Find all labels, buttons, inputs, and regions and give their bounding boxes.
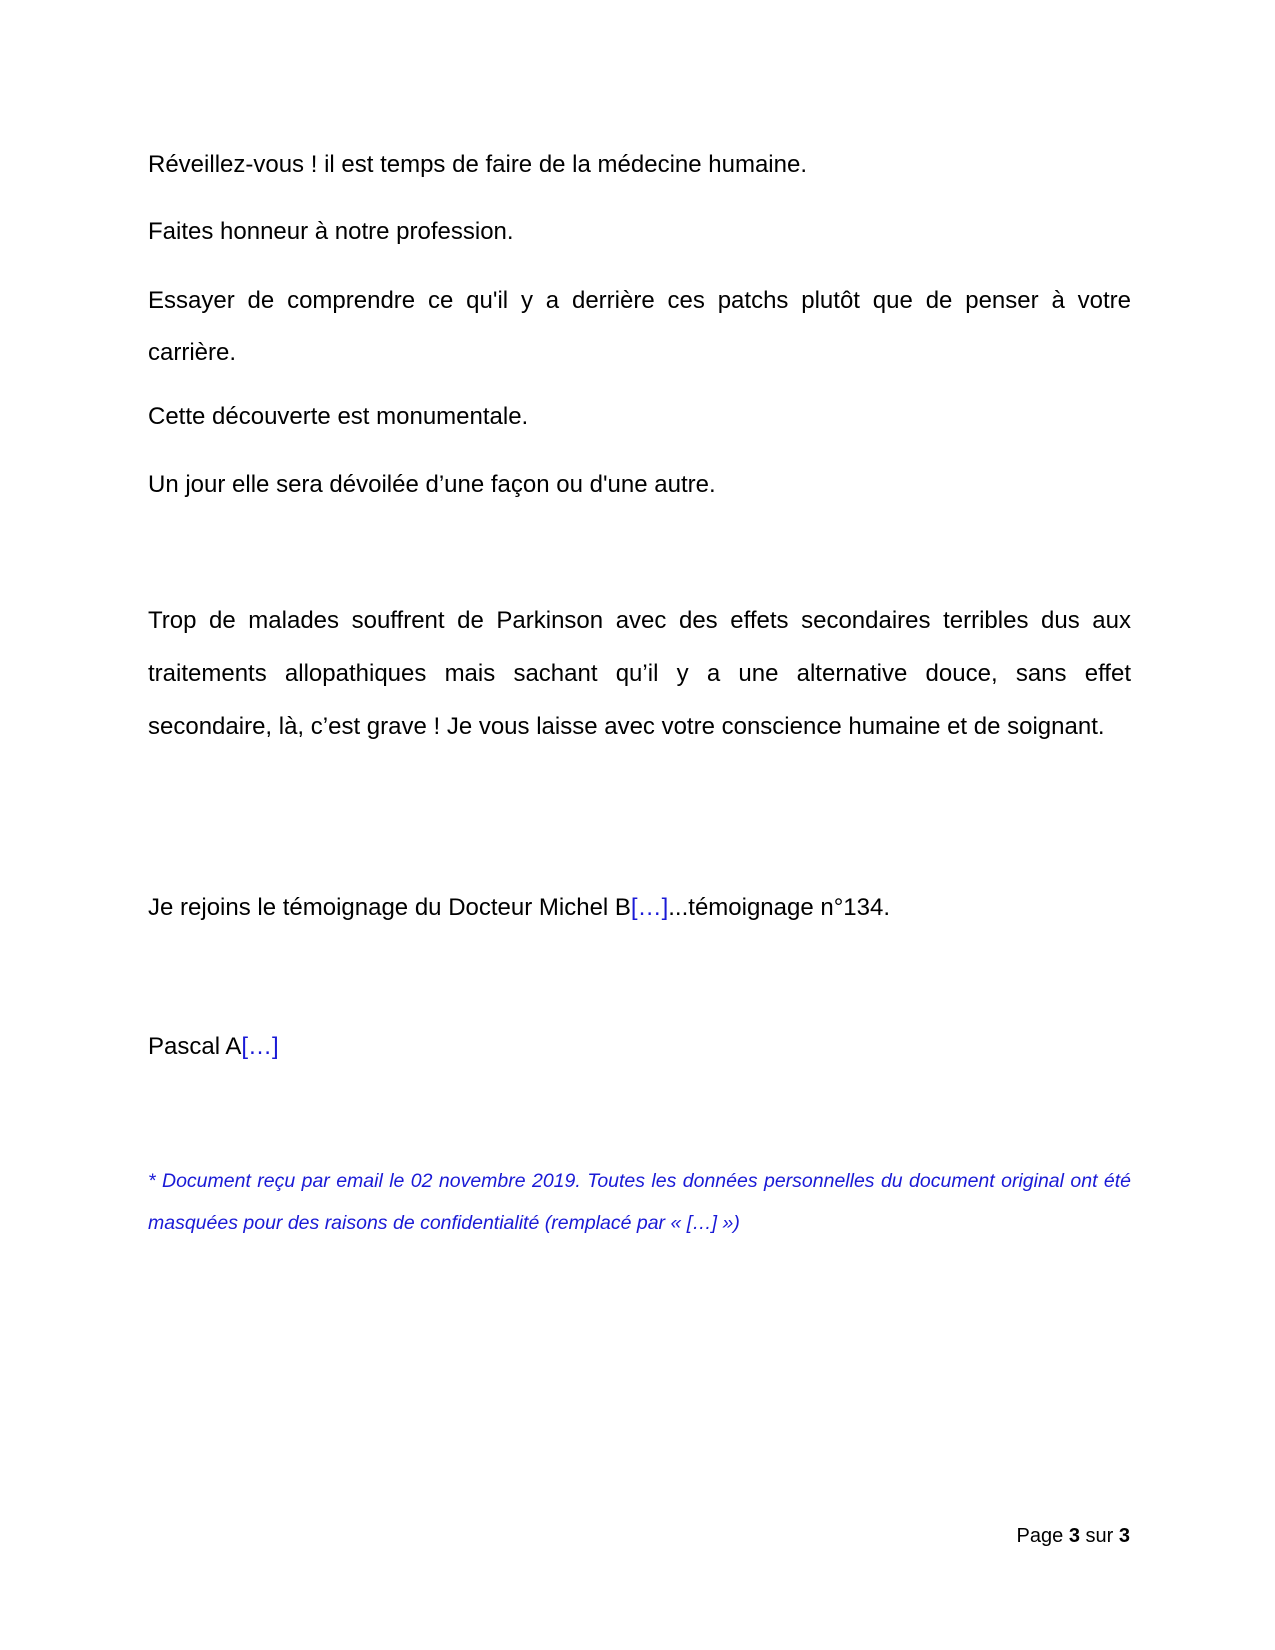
text-line-honor: Faites honneur à notre profession. (148, 218, 514, 245)
current-page-number: 3 (1068, 1525, 1080, 1547)
total-page-number: 3 (1118, 1525, 1130, 1547)
text-line-understand: Essayer de comprendre ce qu'il y a derrière ces patchs plutôt que de penser à votre carrière. (148, 287, 1131, 366)
testimony-text-before: Je rejoins le témoignage du Docteur Michel B (148, 894, 631, 921)
signature (148, 1035, 279, 1059)
signature-name: Pascal A (148, 1033, 242, 1060)
text-line-discovery: Cette découverte est monumentale. (148, 403, 529, 430)
redacted-marker: […] (241, 1033, 279, 1060)
text-line-revealed: Un jour elle sera dévoilée d’une façon ou d'une autre. (148, 471, 716, 498)
text-line-wake-up: Réveillez-vous ! il est temps de faire de la médecine humaine. (148, 151, 807, 178)
page-separator: sur (1085, 1525, 1114, 1547)
parkinson-paragraph: Trop de malades souffrent de Parkinson avec des effets secondaires terribles dus aux traitements allopathiques mais sachant qu’il y a une alternative douce, sans effet secondaire, là, c’est grave ! Je vous laisse avec votre conscience humaine et de soignant. (148, 607, 1131, 740)
redacted-marker: […] (630, 894, 669, 921)
confidentiality-note: * Document reçu par email le 02 novembre 2019. Toutes les données personnelles du document original ont été masquées pour des raisons de confidentialité (remplacé par « […] ») (148, 1170, 1131, 1234)
testimony-text-after: ...témoignage n°134. (668, 894, 891, 921)
page-number-footer (1017, 1525, 1130, 1547)
testimony-line (148, 896, 890, 920)
page-label: Page (1016, 1525, 1064, 1547)
